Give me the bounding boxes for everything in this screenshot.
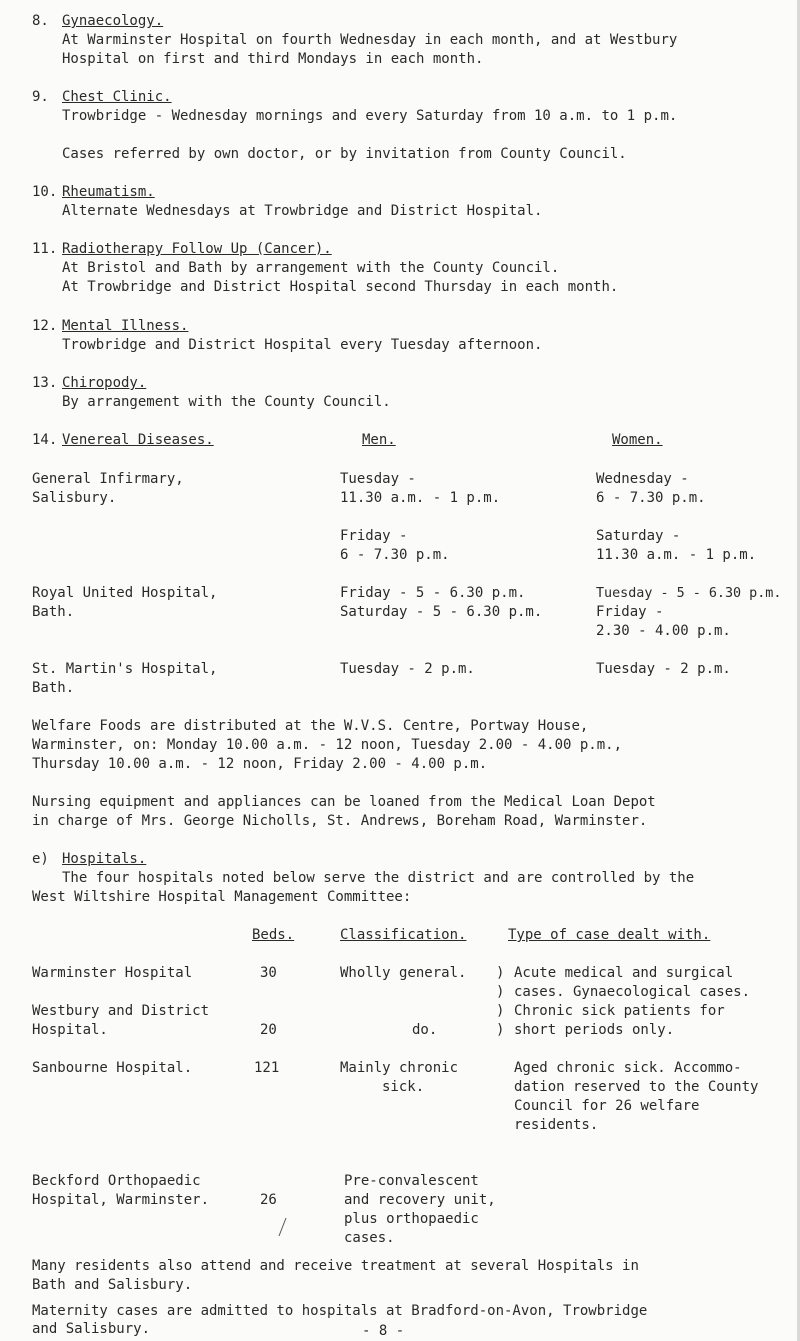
- column-header-type: Type of case dealt with.: [508, 927, 711, 943]
- brace: ): [496, 1003, 505, 1019]
- vd-women-time: 2.30 - 4.00 p.m.: [596, 623, 731, 639]
- section-heading: Venereal Diseases.: [62, 432, 214, 448]
- hospital-name: Sanbourne Hospital.: [32, 1060, 193, 1076]
- hospital-classification: Wholly general.: [340, 965, 467, 981]
- section-heading: Rheumatism.: [62, 184, 155, 200]
- vd-place: St. Martin's Hospital,: [32, 661, 218, 677]
- vd-men-time: 6 - 7.30 p.m.: [340, 547, 450, 563]
- hospital-type: Chronic sick patients for: [514, 1003, 725, 1019]
- hospital-beds: 121: [254, 1060, 280, 1076]
- vd-men-time: Friday - 5 - 6.30 p.m.: [340, 585, 526, 601]
- vd-women-time: Tuesday - 5 - 6.30 p.m.: [596, 586, 782, 601]
- section-number: 9.: [32, 89, 49, 105]
- hospitals-intro: West Wiltshire Hospital Management Committee:: [32, 889, 412, 905]
- section-text: At Warminster Hospital on fourth Wednesday in each month, and at Westbury: [62, 32, 678, 48]
- welfare-text: Warminster, on: Monday 10.00 a.m. - 12 noon, Tuesday 2.00 - 4.00 p.m.,: [32, 737, 623, 753]
- hospital-name: Beckford Orthopaedic: [32, 1173, 201, 1189]
- hospital-name: Westbury and District: [32, 1003, 210, 1019]
- section-heading: Chest Clinic.: [62, 89, 172, 105]
- vd-men-time: Friday -: [340, 528, 408, 544]
- column-header-classification: Classification.: [340, 927, 467, 943]
- hospital-type: residents.: [514, 1117, 599, 1133]
- brace: ): [496, 965, 505, 981]
- vd-men-time: Tuesday -: [340, 471, 416, 487]
- hospital-name: Hospital.: [32, 1022, 108, 1038]
- vd-women-time: Friday -: [596, 604, 664, 620]
- section-text: Alternate Wednesdays at Trowbridge and District Hospital.: [62, 203, 543, 219]
- vd-women-time: Tuesday - 2 p.m.: [596, 661, 731, 677]
- vd-place: General Infirmary,: [32, 471, 184, 487]
- brace: ): [496, 1022, 505, 1038]
- closing-text: and Salisbury.: [32, 1321, 151, 1337]
- hospital-beds: 30: [260, 965, 277, 981]
- section-text: Hospital on first and third Mondays in each month.: [62, 51, 484, 67]
- section-number: 11.: [32, 241, 58, 257]
- welfare-text: Welfare Foods are distributed at the W.V.S. Centre, Portway House,: [32, 718, 589, 734]
- vd-men-time: 11.30 a.m. - 1 p.m.: [340, 490, 501, 506]
- section-heading: Mental Illness.: [62, 318, 189, 334]
- hospital-type: Council for 26 welfare: [514, 1098, 700, 1114]
- section-text: At Trowbridge and District Hospital second Thursday in each month.: [62, 279, 619, 295]
- vd-place: Royal United Hospital,: [32, 585, 218, 601]
- hospital-beds: 20: [260, 1022, 277, 1038]
- closing-text: Bath and Salisbury.: [32, 1277, 193, 1293]
- pen-mark: [276, 1216, 288, 1238]
- section-label: e): [32, 851, 49, 867]
- section-number: 10.: [32, 184, 58, 200]
- hospital-type: short periods only.: [514, 1022, 675, 1038]
- column-header-women: Women.: [612, 432, 663, 448]
- section-text: Cases referred by own doctor, or by invitation from County Council.: [62, 146, 627, 162]
- section-number: 13.: [32, 375, 58, 391]
- nursing-text: Nursing equipment and appliances can be loaned from the Medical Loan Depot: [32, 794, 656, 810]
- section-number: 14.: [32, 432, 58, 448]
- vd-women-time: 6 - 7.30 p.m.: [596, 490, 706, 506]
- vd-place: Bath.: [32, 604, 75, 620]
- section-heading: Hospitals.: [62, 851, 147, 867]
- closing-text: Many residents also attend and receive treatment at several Hospitals in: [32, 1258, 639, 1274]
- hospital-type: dation reserved to the County: [514, 1079, 759, 1095]
- section-number: 12.: [32, 318, 58, 334]
- brace: ): [496, 984, 505, 1000]
- section-heading: Chiropody.: [62, 375, 147, 391]
- vd-place: Bath.: [32, 680, 75, 696]
- hospital-type: cases. Gynaecological cases.: [514, 984, 751, 1000]
- hospitals-intro: The four hospitals noted below serve the district and are controlled by the: [62, 870, 695, 886]
- vd-women-time: 11.30 a.m. - 1 p.m.: [596, 547, 757, 563]
- section-heading: Gynaecology.: [62, 13, 164, 29]
- closing-text: Maternity cases are admitted to hospitals at Bradford-on-Avon, Trowbridge: [32, 1303, 648, 1319]
- hospital-classification: cases.: [344, 1230, 395, 1246]
- vd-women-time: Wednesday -: [596, 471, 689, 487]
- section-text: By arrangement with the County Council.: [62, 394, 391, 410]
- page-number: - 8 -: [362, 1323, 405, 1339]
- hospital-name: Warminster Hospital: [32, 965, 193, 981]
- section-text: At Bristol and Bath by arrangement with the County Council.: [62, 260, 560, 276]
- hospital-classification: and recovery unit,: [344, 1192, 496, 1208]
- hospital-classification: do.: [412, 1022, 438, 1038]
- hospital-classification: Mainly chronic: [340, 1060, 459, 1076]
- section-text: Trowbridge and District Hospital every Tuesday afternoon.: [62, 337, 543, 353]
- vd-men-time: Tuesday - 2 p.m.: [340, 661, 475, 677]
- vd-men-time: Saturday - 5 - 6.30 p.m.: [340, 604, 543, 620]
- hospital-type: Acute medical and surgical: [514, 965, 734, 981]
- section-text: Trowbridge - Wednesday mornings and every Saturday from 10 a.m. to 1 p.m.: [62, 108, 678, 124]
- hospital-classification: Pre-convalescent: [344, 1173, 479, 1189]
- vd-place: Salisbury.: [32, 490, 117, 506]
- hospital-beds: 26: [260, 1192, 277, 1208]
- vd-women-time: Saturday -: [596, 528, 681, 544]
- nursing-text: in charge of Mrs. George Nicholls, St. Andrews, Boreham Road, Warminster.: [32, 813, 648, 829]
- hospital-classification: sick.: [382, 1079, 425, 1095]
- column-header-beds: Beds.: [252, 927, 295, 943]
- hospital-name: Hospital, Warminster.: [32, 1192, 210, 1208]
- welfare-text: Thursday 10.00 a.m. - 12 noon, Friday 2.00 - 4.00 p.m.: [32, 756, 488, 772]
- section-number: 8.: [32, 13, 49, 29]
- section-heading: Radiotherapy Follow Up (Cancer).: [62, 241, 332, 257]
- column-header-men: Men.: [362, 432, 396, 448]
- hospital-classification: plus orthopaedic: [344, 1211, 479, 1227]
- hospital-type: Aged chronic sick. Accommo-: [514, 1060, 742, 1076]
